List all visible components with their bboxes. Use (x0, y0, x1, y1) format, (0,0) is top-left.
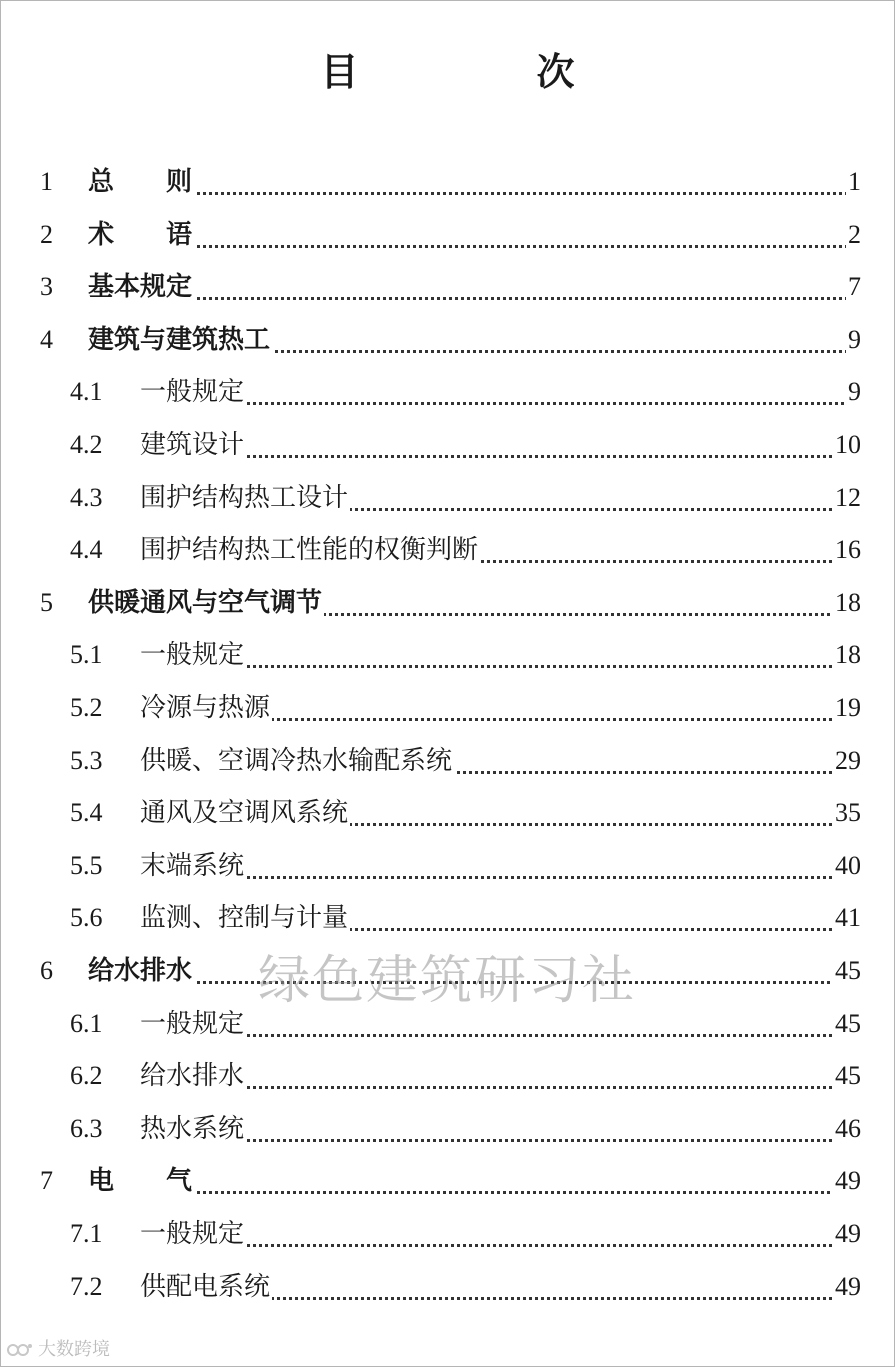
toc-entry[interactable] (0, 892, 895, 944)
toc-entry[interactable] (0, 840, 895, 892)
toc-entry[interactable] (0, 419, 895, 471)
toc-title: 热水系统 (140, 1113, 245, 1144)
dot-leader (140, 402, 855, 405)
toc-title: 围护结构热工性能的权衡判断 (140, 535, 479, 566)
dot-leader (88, 245, 855, 248)
toc-title: 通风及空调风系统 (140, 798, 349, 829)
toc-entry[interactable] (0, 209, 895, 261)
toc-entry[interactable] (0, 787, 895, 839)
toc-number: 7 (40, 1166, 53, 1196)
toc-entry[interactable] (0, 629, 895, 681)
toc-page-number: 18 (835, 640, 861, 670)
toc-page-number: 18 (835, 587, 861, 617)
toc-page-number: 9 (848, 324, 861, 354)
toc-entry[interactable] (0, 577, 895, 629)
watermark: 绿色建筑研习社 (258, 951, 637, 1011)
toc-number: 5 (40, 587, 53, 617)
toc-page-number: 46 (835, 1113, 861, 1143)
toc-entry[interactable] (0, 366, 895, 418)
toc-title: 供暖、空调冷热水输配系统 (140, 745, 453, 776)
toc-entry[interactable] (0, 314, 895, 366)
toc-number: 5.3 (70, 745, 103, 775)
toc-number: 5.5 (70, 850, 103, 880)
toc-title: 建筑设计 (140, 430, 245, 460)
toc-page-number: 10 (835, 430, 861, 459)
toc-number: 5.6 (70, 903, 103, 933)
toc-number: 6.3 (70, 1113, 103, 1143)
toc-number: 4 (40, 324, 53, 354)
toc-title: 电 气 (88, 1166, 193, 1197)
dot-leader (88, 297, 855, 300)
toc-number: 6.1 (70, 1008, 103, 1038)
toc-number: 4.1 (70, 377, 103, 407)
dot-leader (140, 1139, 855, 1142)
toc-entry[interactable] (0, 156, 895, 208)
toc-title: 一般规定 (140, 640, 245, 671)
toc-page-number: 45 (835, 1061, 861, 1091)
toc-number: 7.2 (70, 1271, 103, 1301)
dot-leader (140, 665, 855, 668)
toc-page-number: 49 (835, 1166, 861, 1196)
dot-leader (140, 876, 855, 879)
toc-title: 围护结构热工设计 (140, 482, 349, 513)
toc-number: 6.2 (70, 1061, 103, 1091)
toc-title: 给水排水 (140, 1061, 245, 1092)
toc-page-number: 7 (848, 272, 861, 302)
toc-page-number: 35 (835, 798, 861, 828)
toc-entry[interactable] (0, 1208, 895, 1260)
toc-title: 一般规定 (140, 1008, 245, 1039)
dot-leader (88, 192, 855, 195)
toc-title: 总 则 (88, 167, 193, 197)
toc-page-number: 45 (835, 956, 861, 985)
toc-title: 末端系统 (140, 850, 245, 881)
toc-page-number: 16 (835, 535, 861, 565)
toc-entry[interactable] (0, 1261, 895, 1313)
toc-page-number: 9 (848, 377, 861, 407)
toc-number: 4.3 (70, 482, 103, 512)
toc-title: 供配电系统 (140, 1271, 271, 1302)
dot-leader (140, 1034, 855, 1037)
logo-text: 大数跨境 (38, 1339, 110, 1360)
toc-title: 一般规定 (140, 377, 245, 408)
logo-icon (6, 1341, 34, 1359)
toc-number: 5.4 (70, 798, 103, 828)
toc-page-number: 49 (835, 1271, 861, 1301)
toc-title: 术 语 (88, 219, 193, 250)
dot-leader (140, 1086, 855, 1089)
toc-number: 1 (40, 167, 53, 196)
toc-entry[interactable] (0, 524, 895, 576)
toc-number: 6 (40, 956, 53, 985)
toc-page-number: 41 (835, 903, 861, 933)
toc-page-number: 40 (835, 850, 861, 880)
toc-page-number: 12 (835, 482, 861, 512)
toc-title: 监测、控制与计量 (140, 903, 349, 934)
toc-number: 5.2 (70, 693, 103, 722)
source-logo (6, 1335, 110, 1361)
toc-page-number: 1 (848, 167, 861, 196)
toc-page-number: 29 (835, 745, 861, 775)
toc-title: 供暖通风与空气调节 (88, 587, 323, 618)
toc-entry[interactable] (0, 472, 895, 524)
toc-entry[interactable] (0, 1050, 895, 1102)
toc-entry[interactable] (0, 735, 895, 787)
toc-number: 5.1 (70, 640, 103, 670)
toc-number: 7.1 (70, 1219, 103, 1248)
toc-page-number: 49 (835, 1219, 861, 1248)
dot-leader (140, 1244, 855, 1247)
toc-title: 基本规定 (88, 272, 193, 303)
dot-leader (140, 455, 855, 458)
toc-page-number: 19 (835, 693, 861, 722)
toc-entry[interactable] (0, 261, 895, 313)
toc-title: 建筑与建筑热工 (88, 324, 271, 355)
toc-page-number: 2 (848, 219, 861, 249)
toc-number: 3 (40, 272, 53, 302)
toc-entry[interactable] (0, 1155, 895, 1207)
toc-page-number: 45 (835, 1008, 861, 1038)
toc-title: 冷源与热源 (140, 693, 271, 723)
toc-number: 2 (40, 219, 53, 249)
toc-entry[interactable] (0, 1103, 895, 1155)
toc-title: 给水排水 (88, 956, 193, 986)
dot-leader (88, 1191, 855, 1194)
page-title: 目 次 (320, 49, 645, 94)
toc-number: 4.4 (70, 535, 103, 565)
toc-entry[interactable] (0, 682, 895, 734)
toc-number: 4.2 (70, 430, 103, 459)
toc-title: 一般规定 (140, 1219, 245, 1249)
